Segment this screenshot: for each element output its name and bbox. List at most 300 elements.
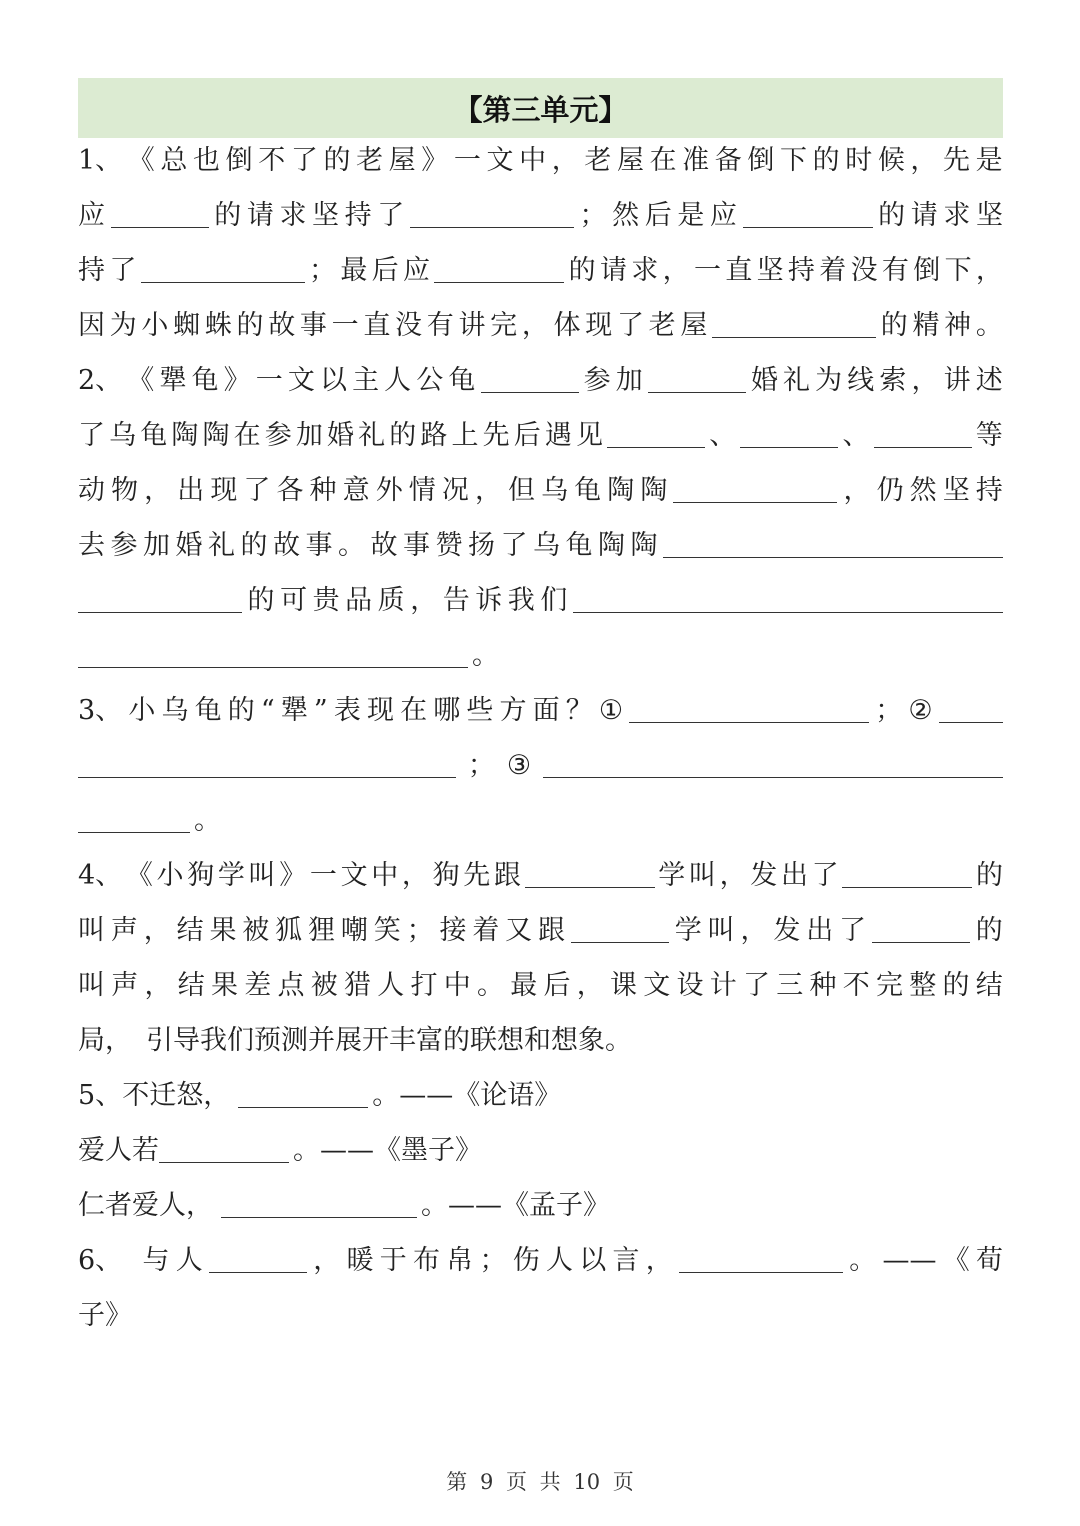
question-text: 有 (881, 255, 909, 286)
question-text: 们 (540, 585, 568, 616)
question-text: 发 (773, 915, 801, 946)
question-text: 故 (268, 310, 296, 341)
q3-line-2 (78, 741, 1003, 791)
question-text: ， (843, 475, 871, 506)
question-text: 的 (942, 970, 970, 1001)
question-text: 讲 (943, 365, 971, 396)
question-text: 完 (876, 970, 903, 1001)
question-text: 果 (209, 915, 237, 946)
question-text: 结 (975, 970, 1003, 1001)
question-text: 诉 (475, 585, 503, 616)
answer-blank[interactable] (872, 920, 970, 943)
q3-line-1 (78, 686, 1003, 736)
question-text: 的 (247, 585, 275, 616)
question-text: 种 (309, 475, 337, 506)
q5-line-2 (78, 1126, 1003, 1176)
question-text: 龟 (191, 365, 219, 396)
answer-blank[interactable] (238, 1085, 368, 1108)
question-text: 人 (384, 365, 412, 396)
question-text: 人 (175, 1245, 203, 1276)
question-text: 情 (408, 475, 436, 506)
question-text: 品 (345, 585, 373, 616)
question-text: 叫 (248, 860, 276, 891)
question-text: 索 (879, 365, 907, 396)
question-text: 、 (842, 420, 870, 451)
question-text: 被 (310, 970, 338, 1001)
answer-blank[interactable] (842, 865, 972, 888)
question-text: 加 (295, 420, 323, 451)
question-text: 》 (105, 1300, 132, 1331)
answer-blank[interactable] (874, 425, 972, 448)
question-text: 》 (223, 365, 251, 396)
question-text: 1、 (78, 145, 123, 176)
question-text: ； (308, 255, 336, 286)
question-text: 表 (333, 695, 361, 726)
question-text: 然 (909, 475, 937, 506)
question-text: ， (186, 1190, 213, 1221)
question-text: 礼 (783, 365, 811, 396)
question-text: 应 (402, 255, 430, 286)
answer-blank[interactable] (525, 865, 655, 888)
answer-blank[interactable] (78, 810, 190, 833)
question-text: 若 (132, 1135, 159, 1166)
question-text: 》 (455, 1135, 482, 1166)
question-text: 参 (110, 530, 138, 561)
question-text: 现 (210, 475, 238, 506)
question-text: 后 (371, 255, 399, 286)
question-text: 导 (173, 1025, 200, 1056)
question-text: 直 (725, 255, 753, 286)
question-text: 。 (338, 530, 365, 561)
question-text: 以 (319, 365, 347, 396)
question-text: 。 (293, 1135, 320, 1166)
question-text: 。 (372, 1080, 400, 1111)
question-text: 《 (374, 1135, 401, 1166)
question-text: 的 (323, 145, 351, 176)
question-text: 打 (410, 970, 438, 1001)
question-text: 线 (847, 365, 875, 396)
question-text: ， (645, 1245, 673, 1276)
answer-blank[interactable] (78, 645, 468, 668)
answer-blank[interactable] (481, 370, 579, 393)
question-text: 被 (242, 915, 270, 946)
question-text: 声 (110, 915, 138, 946)
question-text: 应 (78, 200, 105, 231)
answer-blank[interactable] (663, 535, 1003, 558)
question-text: 候 (877, 145, 905, 176)
question-text: 学 (674, 915, 702, 946)
question-text: ， (576, 970, 604, 1001)
question-text: 。 (421, 1190, 448, 1221)
question-text: 《 (127, 145, 155, 176)
question-text: 的 (880, 310, 908, 341)
question-text: 。 (477, 970, 504, 1001)
question-text: 开 (362, 1025, 389, 1056)
question-text: 请 (910, 200, 938, 231)
question-text: 方 (499, 695, 527, 726)
question-text: ， (551, 145, 579, 176)
question-text: 在 (649, 145, 677, 176)
question-text: 在 (400, 695, 428, 726)
question-text: 坚 (312, 200, 340, 231)
q1-line-1 (78, 136, 1003, 186)
question-text: 婚 (327, 420, 354, 451)
question-text: 仁 (78, 1190, 105, 1221)
question-text: 参 (583, 365, 611, 396)
question-text: 想 (551, 1025, 578, 1056)
unit-header (78, 78, 1003, 138)
question-text: 论 (480, 1080, 508, 1111)
answer-blank[interactable] (573, 590, 1003, 613)
question-text: 犟 (280, 695, 308, 726)
question-text: 礼 (358, 420, 386, 451)
question-text: ② (908, 695, 933, 726)
question-text: 也 (193, 145, 221, 176)
question-text: 加 (615, 365, 643, 396)
question-text: 叫 (707, 915, 735, 946)
question-text: 展 (335, 1025, 362, 1056)
question-text: 言 (612, 1245, 640, 1276)
question-text: ， (144, 970, 172, 1001)
answer-blank[interactable] (712, 315, 876, 338)
question-text: 、 (709, 420, 737, 451)
question-text: 子 (428, 1135, 455, 1166)
q4-line-1 (78, 851, 1003, 901)
question-text: 6、 (78, 1245, 123, 1276)
question-text: 了 (243, 475, 271, 506)
question-text: 测 (281, 1025, 308, 1056)
question-text: 直 (363, 310, 391, 341)
question-text: ； (579, 200, 607, 231)
question-text: 和 (524, 1025, 551, 1056)
question-text: 龟 (140, 420, 168, 451)
answer-blank[interactable] (434, 260, 564, 283)
question-text: 小 (128, 695, 156, 726)
answer-blank[interactable] (221, 1195, 417, 1218)
question-text: 的 (443, 1025, 470, 1056)
question-text: 倒 (747, 145, 775, 176)
question-text: ” (313, 695, 328, 726)
question-text: ， (719, 860, 747, 891)
question-text: 外 (375, 475, 403, 506)
question-text: 2、 (78, 365, 123, 396)
question-text: 子 (78, 1300, 105, 1331)
question-text: 屋 (388, 145, 416, 176)
question-text: 没 (395, 310, 423, 341)
answer-blank[interactable] (939, 700, 1003, 723)
question-text: 人 (545, 1245, 573, 1276)
question-text: 蛛 (204, 310, 232, 341)
question-text: 一 (255, 365, 283, 396)
question-text: 参 (264, 420, 292, 451)
question-text: 局 (78, 1025, 105, 1056)
question-text: ， (910, 145, 938, 176)
question-text: 》 (583, 1190, 610, 1221)
question-text: 持 (78, 255, 105, 286)
question-text: 以 (579, 1245, 607, 1276)
question-text: 婚 (750, 365, 778, 396)
question-text: 想 (497, 1025, 524, 1056)
question-text: ； (406, 915, 434, 946)
question-text: 但 (508, 475, 536, 506)
question-text: 为 (109, 310, 137, 341)
question-text: 哪 (433, 695, 461, 726)
question-text: ， (911, 365, 939, 396)
question-text: 爱 (132, 1190, 159, 1221)
q2-line-1 (78, 356, 1003, 406)
question-text: 了 (500, 530, 528, 561)
question-text: 请 (599, 255, 627, 286)
question-text: 结 (176, 915, 204, 946)
question-text: ， (662, 255, 690, 286)
question-text: 没 (850, 255, 878, 286)
answer-blank[interactable] (743, 205, 873, 228)
question-text: 犟 (159, 365, 187, 396)
question-text: 一 (693, 255, 721, 286)
question-text: 富 (416, 1025, 443, 1056)
question-text: 神 (944, 310, 972, 341)
question-text: 下 (944, 255, 972, 286)
answer-blank[interactable] (543, 755, 1003, 778)
q5-line-3 (78, 1181, 1003, 1231)
question-text: 布 (412, 1245, 440, 1276)
page-number: 第 9 页 共 10 页 (446, 1470, 634, 1494)
question-text: ？ (565, 695, 593, 726)
question-text: 后 (543, 970, 571, 1001)
answer-blank[interactable] (648, 370, 746, 393)
question-text: 语 (507, 1080, 535, 1111)
question-text: 完 (490, 310, 518, 341)
question-text: 最 (510, 970, 538, 1001)
question-text: ； (875, 695, 903, 726)
q1-line-2 (78, 191, 1003, 241)
question-text: 了 (109, 255, 137, 286)
question-text: 有 (426, 310, 454, 341)
q4-line-2 (78, 906, 1003, 956)
question-text: 的 (568, 255, 596, 286)
question-text: 《 (942, 1245, 970, 1276)
question-text: 。 (194, 805, 221, 836)
question-text: 《 (453, 1080, 481, 1111)
question-text: 引 (146, 1025, 173, 1056)
question-text: 《 (127, 365, 155, 396)
question-text: 遇 (544, 420, 572, 451)
question-text: 墨 (401, 1135, 428, 1166)
question-text: 笑 (373, 915, 401, 946)
question-text: 整 (909, 970, 937, 1001)
question-text: —— (448, 1190, 502, 1221)
question-text: ； (479, 1245, 507, 1276)
question-text: 求 (279, 200, 307, 231)
question-text: 现 (585, 310, 613, 341)
question-text: 《 (125, 860, 153, 891)
question-text: —— (399, 1080, 454, 1111)
question-text: 文 (340, 860, 368, 891)
question-text: 。 (472, 640, 499, 671)
question-text: 屋 (680, 310, 708, 341)
question-text: 龟 (194, 695, 222, 726)
question-text: 坚 (756, 255, 784, 286)
question-text: 陶 (607, 475, 635, 506)
question-text: 质 (377, 585, 405, 616)
question-text: 叫 (78, 970, 105, 1001)
question-text: —— (882, 1245, 937, 1276)
question-text: 求 (943, 200, 971, 231)
question-text: 小 (156, 860, 184, 891)
question-text: ， (521, 310, 549, 341)
question-text: 的 (389, 420, 417, 451)
question-text: 了 (839, 915, 867, 946)
question-text: 不 (258, 145, 286, 176)
question-text: 文 (287, 365, 315, 396)
answer-blank[interactable] (679, 1250, 843, 1273)
question-text: 出 (806, 915, 834, 946)
question-text: 意 (342, 475, 370, 506)
question-text: 是 (677, 200, 705, 231)
question-text: 公 (416, 365, 444, 396)
q2-line-2 (78, 411, 1003, 461)
question-text: 我 (507, 585, 535, 616)
question-text: 丰 (389, 1025, 416, 1056)
answer-blank[interactable] (629, 700, 869, 723)
question-text: 并 (308, 1025, 335, 1056)
question-text: 等 (975, 420, 1003, 451)
question-text: ① (598, 695, 624, 726)
answer-blank[interactable] (209, 1250, 307, 1273)
question-text: 些 (466, 695, 494, 726)
question-text: 设 (676, 970, 704, 1001)
question-text: 最 (340, 255, 368, 286)
question-text: 乌 (109, 420, 137, 451)
question-text: 见 (576, 420, 603, 451)
question-text: 了 (743, 970, 770, 1001)
question-text: 持 (344, 200, 372, 231)
question-text: 不 (842, 970, 870, 1001)
question-text: 三 (776, 970, 804, 1001)
question-text: 出 (177, 475, 205, 506)
question-text: 帛 (446, 1245, 474, 1276)
q3-line-3 (78, 796, 1003, 846)
question-text: “ (260, 695, 275, 726)
question-text: 乌 (541, 475, 569, 506)
question-text: 因 (78, 310, 105, 341)
question-text: 狗 (432, 860, 460, 891)
answer-blank[interactable] (410, 205, 574, 228)
question-text: 为 (815, 365, 843, 396)
question-text: 狸 (308, 915, 336, 946)
question-text: 中 (371, 860, 399, 891)
question-text: 叫 (688, 860, 716, 891)
answer-blank[interactable] (78, 590, 242, 613)
question-text: 点 (277, 970, 305, 1001)
question-text: 倒 (913, 255, 941, 286)
answer-blank[interactable] (141, 260, 305, 283)
question-text: 4、 (78, 860, 123, 891)
question-text: 事 (299, 310, 327, 341)
question-text: 的 (227, 695, 255, 726)
question-text: 的 (975, 860, 1003, 891)
question-text: 怒 (176, 1080, 204, 1111)
question-text: 老 (356, 145, 384, 176)
question-text: 的 (878, 200, 906, 231)
answer-blank[interactable] (571, 920, 669, 943)
question-text: 陶 (598, 530, 625, 561)
question-text: 婚 (175, 530, 203, 561)
question-text: ， (740, 915, 768, 946)
question-text: 蜘 (173, 310, 201, 341)
unit-title: 【第三单元】 (453, 92, 628, 127)
question-text: 的 (812, 145, 840, 176)
answer-blank[interactable] (673, 480, 837, 503)
question-text: 狐 (275, 915, 303, 946)
question-text: 面 (532, 695, 560, 726)
answer-blank[interactable] (159, 1140, 289, 1163)
question-text: 动 (78, 475, 105, 506)
question-text: 赞 (435, 530, 463, 561)
answer-blank[interactable] (78, 755, 456, 778)
question-text: 差 (244, 970, 272, 1001)
question-text: 准 (682, 145, 710, 176)
question-text: 孟 (529, 1190, 556, 1221)
q4-line-3 (78, 961, 1003, 1011)
question-text: 不 (122, 1080, 150, 1111)
question-text: 路 (420, 420, 448, 451)
question-text: 《 (502, 1190, 529, 1221)
question-text: 持 (787, 255, 815, 286)
question-text: ， (410, 585, 438, 616)
q1-line-4 (78, 301, 1003, 351)
question-text: 老 (648, 310, 676, 341)
question-text: 者 (105, 1190, 132, 1221)
answer-blank[interactable] (111, 205, 209, 228)
answer-blank[interactable] (740, 425, 838, 448)
question-text: ； (467, 750, 495, 781)
question-text: 联 (470, 1025, 497, 1056)
question-text: 上 (451, 420, 479, 451)
question-text: 求 (631, 255, 659, 286)
question-text: 陶 (640, 475, 668, 506)
question-text: 叫 (78, 915, 105, 946)
question-text: 各 (276, 475, 304, 506)
question-text: 告 (442, 585, 470, 616)
question-text: ， (203, 1080, 231, 1111)
question-text: 5、 (78, 1080, 123, 1111)
question-text: 应 (709, 200, 737, 231)
q2-line-3 (78, 466, 1003, 516)
question-text: 跟 (538, 915, 566, 946)
question-text: 课 (610, 970, 637, 1001)
question-text: 一 (331, 310, 359, 341)
question-text: 倒 (225, 145, 253, 176)
question-text: 扬 (468, 530, 495, 561)
question-text: 子 (556, 1190, 583, 1221)
answer-blank[interactable] (607, 425, 705, 448)
question-text: 在 (233, 420, 261, 451)
question-text: ， (143, 915, 171, 946)
question-text: 声 (111, 970, 139, 1001)
question-text: 仍 (876, 475, 904, 506)
question-text: 了 (616, 310, 644, 341)
question-text: 与 (142, 1245, 170, 1276)
q4-line-4 (78, 1016, 1003, 1066)
question-text: 时 (845, 145, 873, 176)
question-text: 狗 (187, 860, 215, 891)
question-text: 。 (605, 1025, 632, 1056)
q2-line-4 (78, 521, 1003, 571)
question-text: 嘲 (340, 915, 368, 946)
question-text: 小 (141, 310, 169, 341)
question-text: 发 (750, 860, 778, 891)
